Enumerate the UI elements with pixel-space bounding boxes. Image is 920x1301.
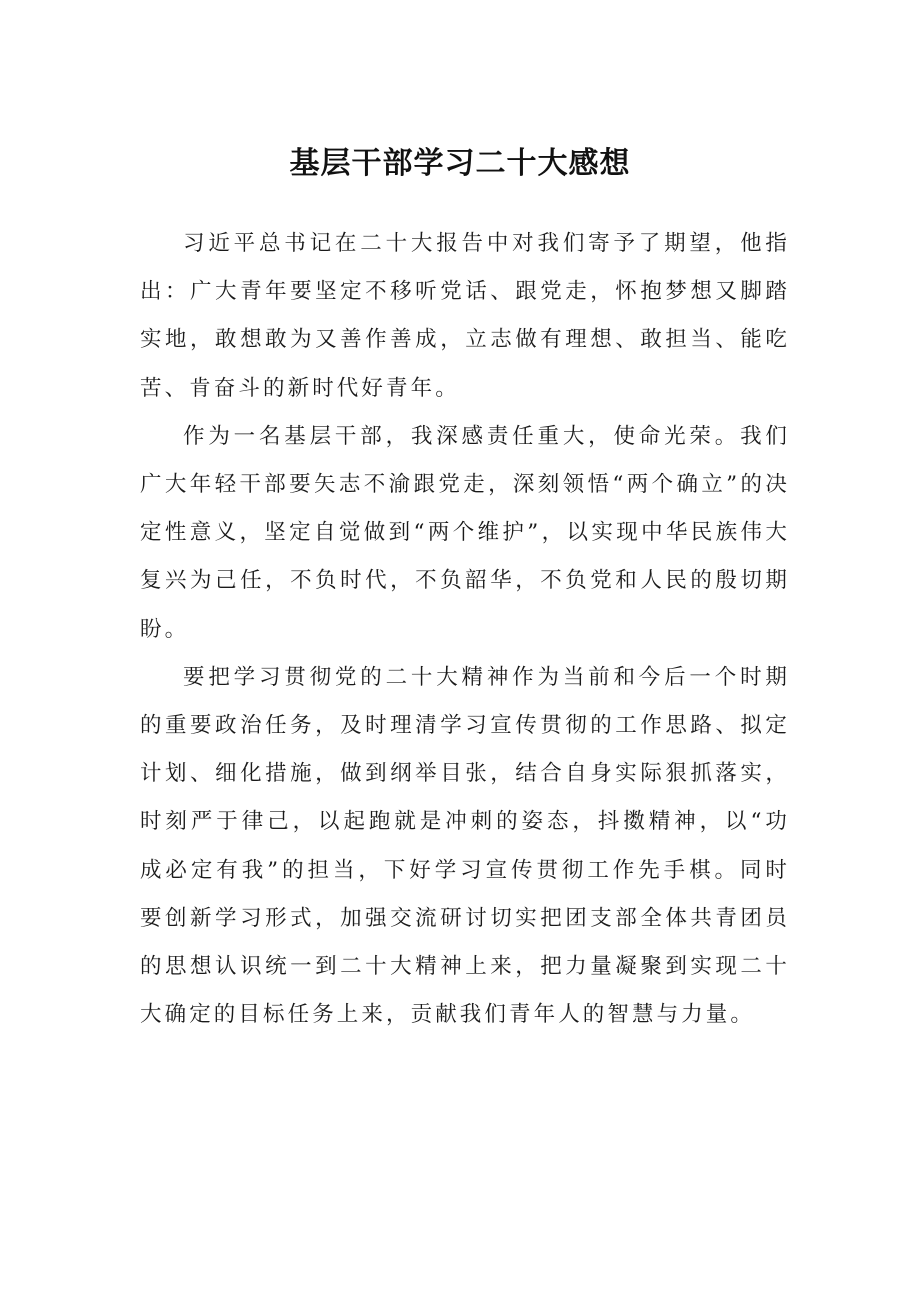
document-body xyxy=(140,220,790,1039)
paragraph-2: 作为一名基层干部，我深感责任重大，使命光荣。我们广大年轻干部要矢志不渝跟党走，深刻领悟“两个确立”的决定性意义，坚定自觉做到“两个维护”，以实现中华民族伟大复兴为己任，不负时代，不负韶华，不负党和人民的殷切期盼。 xyxy=(140,423,790,642)
paragraph-3: 要把学习贯彻党的二十大精神作为当前和今后一个时期的重要政治任务，及时理清学习宣传贯彻的工作思路、拟定计划、细化措施，做到纲举目张，结合自身实际狠抓落实，时刻严于律己，以起跑就是冲刺的姿态，抖擞精神，以“功成必定有我”的担当，下好学习宣传贯彻工作先手棋。同时要创新学习形式，加强交流研讨切实把团支部全体共青团员的思想认识统一到二十大精神上来，把力量凝聚到实现二十大确定的目标任务上来，贡献我们青年人的智慧与力量。 xyxy=(140,664,790,1028)
document-title: 基层干部学习二十大感想 xyxy=(289,146,631,181)
paragraph-1: 习近平总书记在二十大报告中对我们寄予了期望，他指出：广大青年要坚定不移听党话、跟党走，怀抱梦想又脚踏实地，敢想敢为又善作善成，立志做有理想、敢担当、能吃苦、肯奋斗的新时代好青年。 xyxy=(140,231,790,401)
